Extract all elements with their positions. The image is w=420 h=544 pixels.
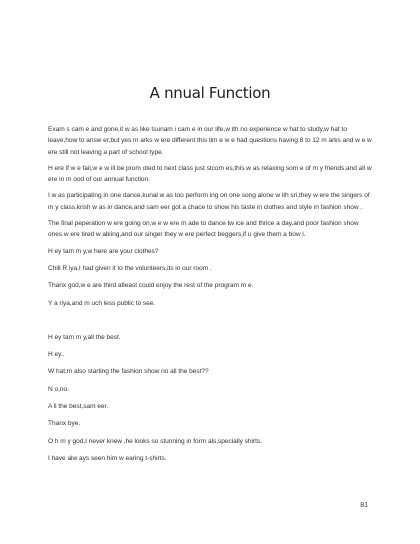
dialogue-line: I have alw ays seen him w earing t-shirts. <box>48 454 167 462</box>
body-paragraph: I w as participating in one dance,kunal w as too perform ing on one song alone w ith sri,they w ere the singers of m y class,krish w as in dance,and sam eer got a chace to show his taste in clothes and style in fashion show . <box>48 192 370 211</box>
body-paragraph: The final peperation w ere going on,w e w ere m ade to dance tw ice and thrice a day,and poor fashion show ones w ere tired w alking,and our singer they w ere perfect beggers,if u give them a bow l. <box>48 220 359 239</box>
dialogue-line: Y a riya,and m uch less public to see. <box>48 299 156 307</box>
dialogue-line: W hat,m also starting the fashion show no all the best?? <box>48 368 209 376</box>
chapter-title: A nnual Function <box>149 84 271 102</box>
page-number: 81 <box>360 502 368 509</box>
body-paragraph: Exam s cam e and gone,it w as like tsunam i cam e in our life,w ith no experience w hat to study,w hat to leave,how to answ er,but yes m arks w ere different this tim e w e had questions having 8 to 12 m arks and w e w ere still not leaving a part of school type. <box>48 126 372 156</box>
dialogue-line: H ey tam m y,w here are your clothes? <box>48 247 159 255</box>
body-paragraph: H ere if w e fail,w e w ill be prom oted to next class just stcom es,this w as relaxing som e of m y friends,and all w ere in m ood of our annual function. <box>48 164 372 184</box>
dialogue-line: H ey.. <box>48 351 65 359</box>
dialogue-line: A ll the best,sam eer. <box>48 403 109 411</box>
dialogue-line: Chill R iya,I had given it to the volunteers,its in our room . <box>48 264 212 272</box>
chapter-body <box>48 124 374 470</box>
dialogue-line: H ey tam m y,all the best. <box>48 333 121 341</box>
dialogue-line: Thanx god,w e are third atleast could enjoy the rest of the program m e. <box>48 282 254 290</box>
dialogue-line: Thanx bye. <box>48 420 81 428</box>
dialogue-line: N o,no. <box>48 385 69 393</box>
dialogue-line: O h m y god,I never knew ,he looks so stunning in form als,specially shirts. <box>48 437 262 445</box>
